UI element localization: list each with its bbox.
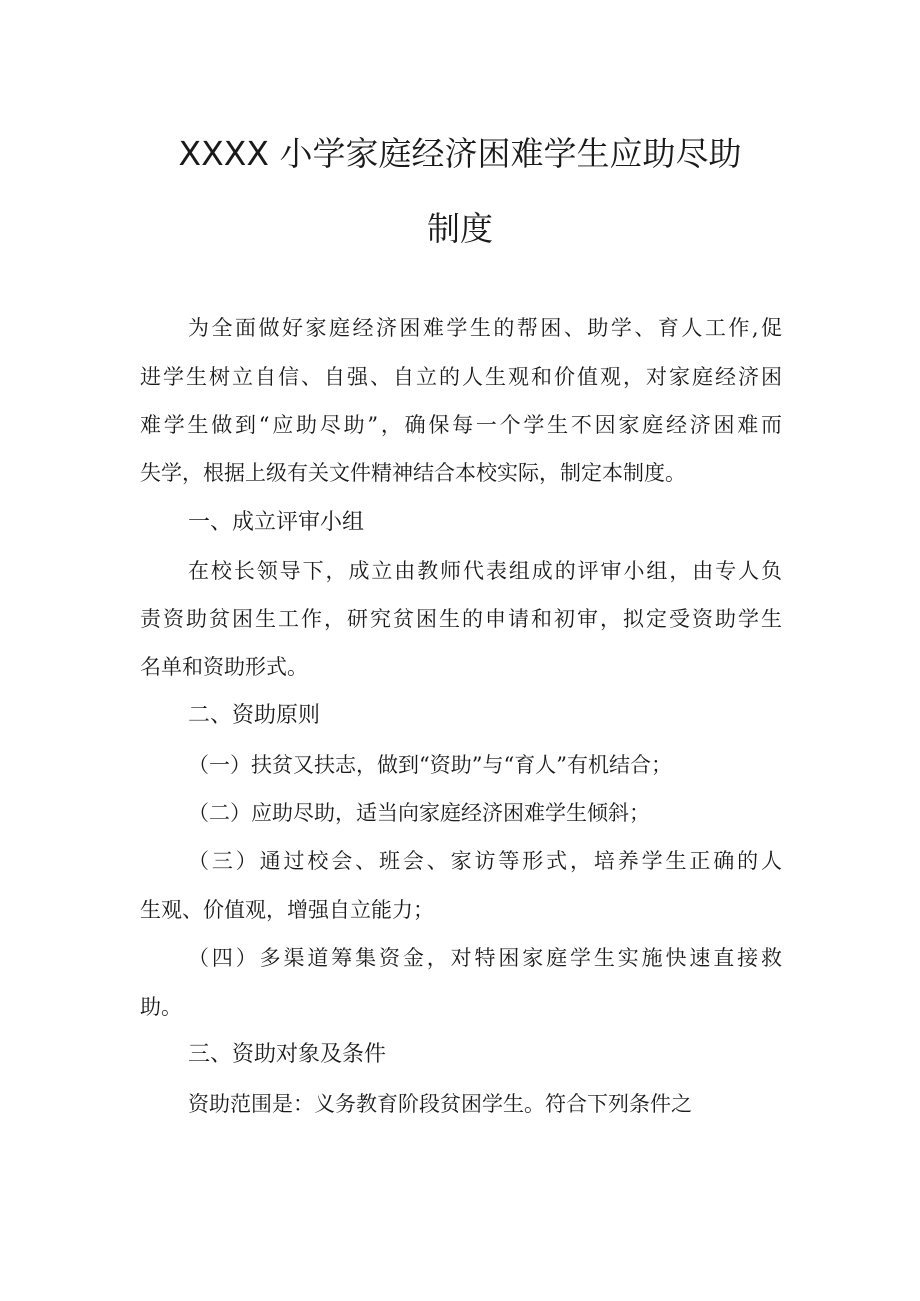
section-3-line: 资助范围是：义务教育阶段贫困学生。符合下列条件之 — [188, 1092, 692, 1116]
section-2-heading: 二、资助原则 — [188, 703, 321, 728]
document-title-line-1: XXXX 小学家庭经济困难学生应助尽助 — [178, 134, 742, 173]
section-2-item-3-line-2: 生观、价值观，增强自立能力； — [140, 898, 434, 922]
section-1-heading: 一、成立评审小组 — [188, 510, 365, 535]
section-2-item-1: （一）扶贫又扶志，做到“资助”与“育人”有机结合； — [188, 753, 672, 777]
intro-paragraph-line: 难学生做到“应助尽助”，确保每一个学生不因家庭经济困难而 — [140, 413, 782, 437]
section-1-line: 名单和资助形式。 — [140, 655, 308, 679]
section-2-item-2: （二）应助尽助，适当向家庭经济困难学生倾斜； — [188, 801, 650, 825]
section-3-heading: 三、资助对象及条件 — [188, 1042, 387, 1067]
intro-paragraph-line: 为全面做好家庭经济困难学生的帮困、助学、育人工作,促 — [188, 316, 782, 340]
section-1-line: 责资助贫困生工作，研究贫困生的申请和初审，拟定受资助学生 — [140, 607, 782, 631]
section-1-line: 在校长领导下，成立由教师代表组成的评审小组，由专人负 — [188, 559, 782, 583]
intro-paragraph-line: 失学，根据上级有关文件精神结合本校实际，制定本制度。 — [140, 461, 686, 485]
document-title-line-2: 制度 — [427, 209, 493, 248]
intro-paragraph-line: 进学生树立自信、自强、自立的人生观和价值观，对家庭经济困 — [140, 365, 782, 389]
section-2-item-3-line-1: （三）通过校会、班会、家访等形式，培养学生正确的人 — [188, 849, 782, 873]
section-2-item-4-line-2: 助。 — [140, 995, 182, 1019]
section-2-item-4-line-1: （四）多渠道筹集资金，对特困家庭学生实施快速直接救 — [188, 946, 782, 970]
